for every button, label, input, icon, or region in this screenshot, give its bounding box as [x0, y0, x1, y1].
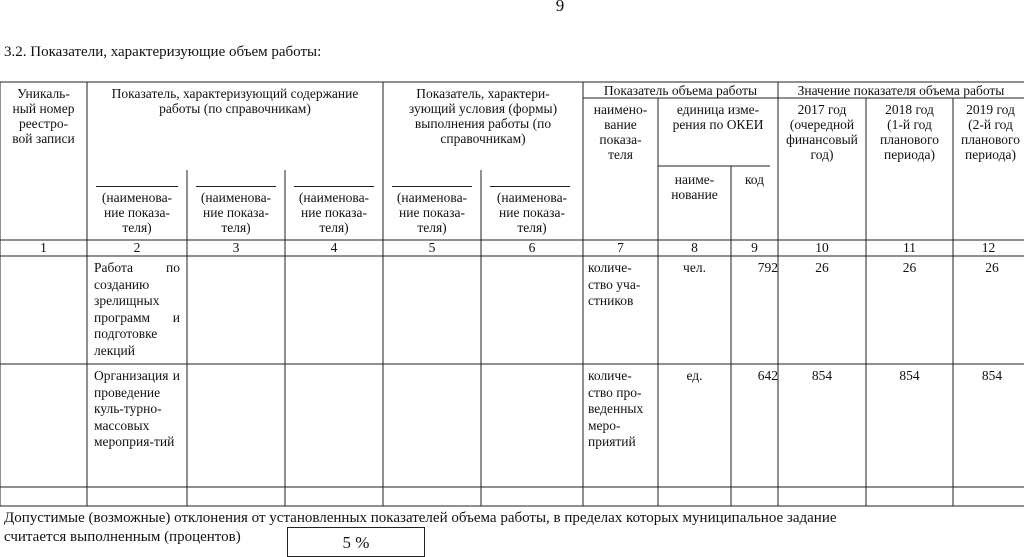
column-number: 8 — [691, 240, 698, 255]
row-2-value-2019: 854 — [981, 368, 1003, 383]
row-2-value-2017: 854 — [811, 368, 833, 383]
row-1-unit-name: чел. — [683, 260, 706, 275]
column-number: 9 — [751, 240, 758, 255]
header-year-2019: 2019 год (2-й год планового периода) — [961, 102, 1020, 162]
row-1-work-name: Работа по созданию зрелищных программ и подготовке лекций — [94, 260, 180, 358]
column-number: 7 — [617, 240, 624, 255]
column-number: 2 — [133, 240, 141, 255]
column-number: 11 — [903, 240, 916, 255]
header-sub-name-6: (наименова- ние показа- теля) — [496, 190, 568, 235]
row-2-unit-code: 642 — [757, 368, 778, 383]
header-unit-code: код — [744, 172, 765, 187]
header-unit-okei: единица изме- рения по ОКЕИ — [672, 102, 764, 132]
header-volume-value: Значение показателя объема работы — [797, 83, 1005, 98]
row-1-indicator-name: количе- ство уча- стников — [588, 260, 641, 308]
deviation-percent-value: 5 % — [342, 533, 370, 552]
row-2-unit-name: ед. — [686, 368, 703, 383]
column-number: 1 — [40, 240, 47, 255]
header-sub-name-4: (наименова- ние показа- теля) — [298, 190, 370, 235]
row-2-value-2018: 854 — [899, 368, 920, 383]
header-indicator-name: наимено- вание показа- теля — [593, 102, 648, 162]
column-number: 4 — [330, 240, 338, 255]
column-number: 10 — [815, 240, 829, 255]
header-content-indicator: Показатель, характеризующий содержание работы (по справочникам) — [111, 86, 359, 116]
row-1-value-2019: 26 — [985, 260, 999, 275]
header-year-2017: 2017 год (очередной финансовый год) — [786, 102, 858, 162]
row-2-work-name: Организация и проведение куль-турно-массовых мероприя-тий — [94, 368, 180, 449]
header-sub-name-5: (наименова- ние показа- теля) — [396, 190, 468, 235]
header-unique-number: Уникаль- ный номер реестро- вой записи — [12, 86, 75, 146]
header-year-2018: 2018 год (1-й год планового периода) — [880, 102, 939, 162]
page-number: 9 — [555, 0, 565, 15]
column-number: 12 — [981, 240, 996, 255]
section-heading: 3.2. Показатели, характеризующие объем работы: — [4, 44, 322, 60]
column-number: 5 — [428, 240, 436, 255]
row-2-indicator-name: количе- ство про- веденных меро- приятий — [588, 368, 644, 449]
column-number: 3 — [232, 240, 240, 255]
row-1-unit-code: 792 — [757, 260, 778, 275]
deviation-note-line-1: Допустимые (возможные) отклонения от установленных показателей объема работы, в пределах которых муниципальное задание — [4, 510, 837, 526]
header-sub-name-2: (наименова- ние показа- теля) — [101, 190, 173, 235]
deviation-note-line-2: считается выполненным (процентов) — [4, 529, 241, 545]
row-1-value-2017: 26 — [815, 260, 829, 275]
header-sub-name-3: (наименова- ние показа- теля) — [200, 190, 272, 235]
header-conditions-indicator: Показатель, характери- зующий условия (формы) выполнения работы (по справочникам) — [408, 86, 558, 146]
header-unit-name: наиме- нование — [671, 172, 718, 202]
header-volume-indicator: Показатель объема работы — [603, 83, 758, 98]
row-1-value-2018: 26 — [902, 260, 917, 275]
column-number: 6 — [528, 240, 536, 255]
